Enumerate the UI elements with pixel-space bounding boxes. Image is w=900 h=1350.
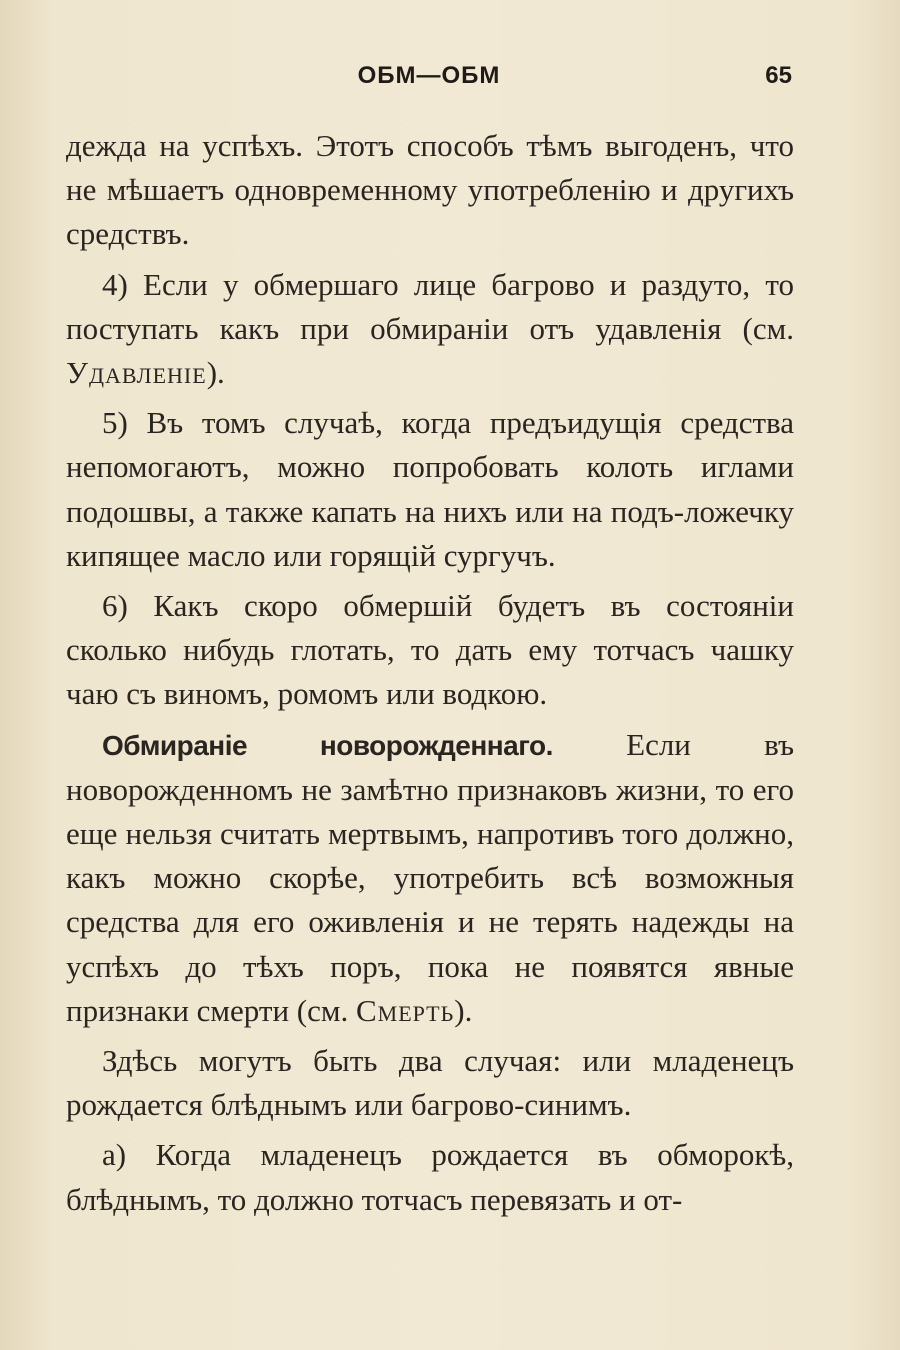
paragraph-text: Если въ новорожденномъ не замѣтно признаковъ жизни, то его еще нельзя считать мертвымъ, напротивъ того должно, какъ можно скорѣе, употребить всѣ возможныя средства для его оживленія и не терять надежды на успѣхъ до тѣхъ поръ, пока не появятся явные признаки смерти (см. [66, 726, 795, 1028]
paragraph-text-end: ). [206, 355, 225, 391]
paragraph-text: 5) Въ томъ случаѣ, когда предъидущія средства непомогаютъ, можно попробовать колоть иглами подошвы, а также капать на нихъ или на подъ-ложечку кипящее масло или горящій сургучъ. [66, 405, 794, 573]
entry-term: Обмираніе новорожденнаго. [102, 729, 553, 761]
paragraph-text: дежда на успѣхъ. Этотъ способъ тѣмъ выгоденъ, что не мѣшаетъ одновременному употребленію и другихъ средствъ. [66, 128, 794, 252]
body-text [66, 124, 794, 1228]
paragraph-text: 4) Если у обмершаго лице багрово и раздуто, то поступать какъ при обмираніи отъ удавленія (см. [66, 266, 794, 346]
page-number: 65 [765, 62, 792, 89]
cross-reference: Смерть [356, 992, 455, 1028]
paragraph-continuation [66, 124, 794, 257]
paragraph-item-4 [66, 263, 794, 396]
paragraph-item-5 [66, 401, 794, 578]
paragraph-text-end: ). [454, 992, 473, 1028]
cross-reference: Удавленіе [66, 355, 207, 391]
paragraph-text: а) Когда младенецъ рождается въ обморокѣ, блѣднымъ, то должно тотчасъ перевязать и от- [66, 1137, 794, 1217]
running-head: ОБМ—ОБМ [357, 62, 501, 89]
page-header [66, 62, 792, 102]
paragraph-text: Здѣсь могутъ быть два случая: или младенецъ рождается блѣднымъ или багрово-синимъ. [66, 1043, 794, 1123]
entry-obmiranie-novorozhdennago [66, 723, 794, 1033]
paragraph-two-cases [66, 1039, 794, 1127]
paragraph-item-6 [66, 584, 794, 717]
paragraph-case-a [66, 1133, 794, 1221]
paragraph-text: 6) Какъ скоро обмершій будетъ въ состояніи сколько нибудь глотать, то дать ему тотчасъ чашку чаю съ виномъ, ромомъ или водкою. [66, 588, 794, 712]
